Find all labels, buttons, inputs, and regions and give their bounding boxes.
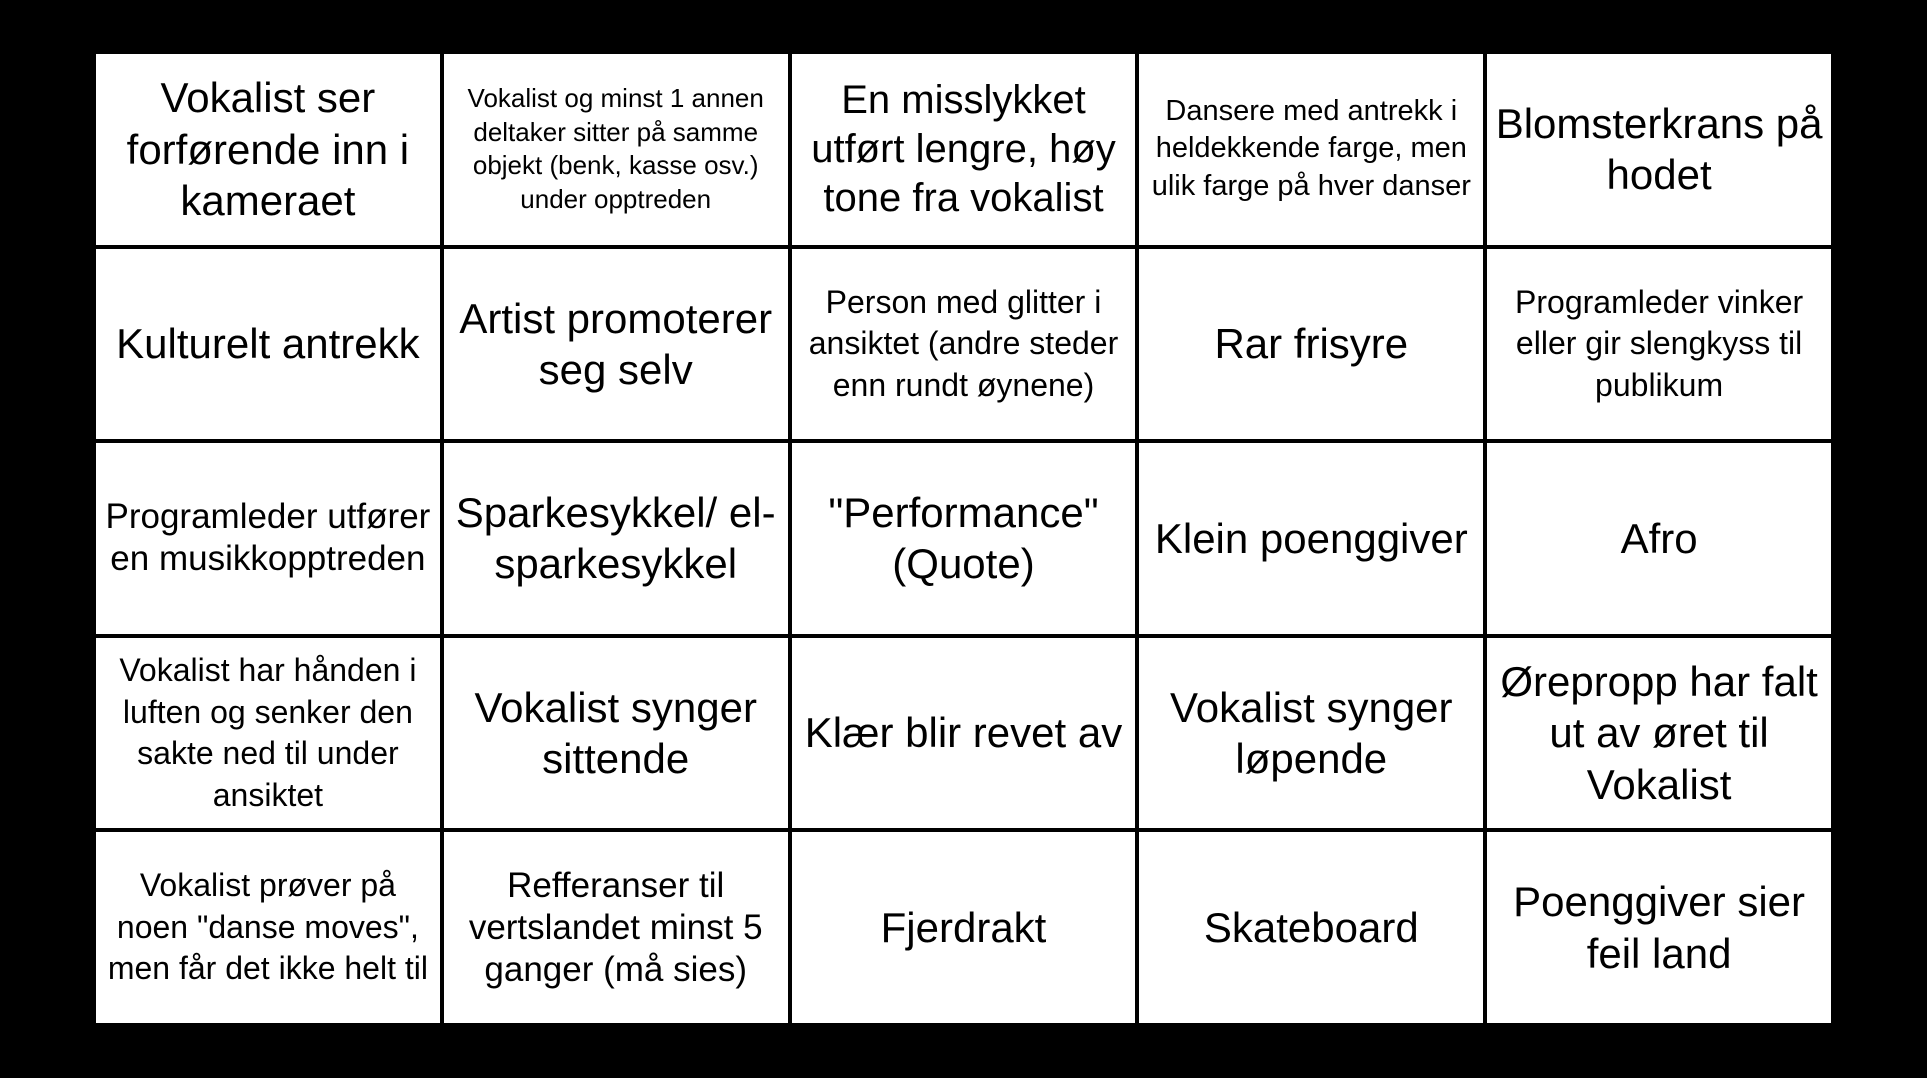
bingo-cell-text: Dansere med antrekk i heldekkende farge, men ulik farge på hver danser xyxy=(1151,94,1471,203)
bingo-cell-text: Programleder vinker eller gir slengkyss til publikum xyxy=(1515,283,1804,403)
bingo-cell[interactable] xyxy=(1487,832,1831,1023)
bingo-cell[interactable] xyxy=(792,638,1136,829)
bingo-cell-text: Vokalist prøver på noen "danse moves", men får det ikke helt til xyxy=(107,867,428,987)
bingo-cell[interactable] xyxy=(444,638,788,829)
bingo-cell-text: Fjerdrakt xyxy=(880,904,1047,952)
bingo-cell[interactable] xyxy=(96,54,440,245)
bingo-cell[interactable] xyxy=(1487,54,1831,245)
bingo-cell[interactable] xyxy=(1139,54,1483,245)
bingo-cell-text: Vokalist synger løpende xyxy=(1170,683,1453,783)
bingo-cell[interactable] xyxy=(444,54,788,245)
bingo-cell-text: Vokalist har hånden i luften og senker den sakte ned til under ansiktet xyxy=(119,651,417,813)
bingo-cell[interactable] xyxy=(1487,443,1831,634)
bingo-cell[interactable] xyxy=(792,249,1136,440)
bingo-cell-text: Artist promoterer seg selv xyxy=(459,294,773,393)
bingo-cell-text: Programleder utfører en musikkopptreden xyxy=(105,497,431,579)
bingo-cell[interactable] xyxy=(96,638,440,829)
bingo-cell-text: Vokalist ser forførende inn i kameraet xyxy=(126,74,410,224)
bingo-cell[interactable] xyxy=(96,249,440,440)
bingo-cell-text: Skateboard xyxy=(1203,904,1419,952)
bingo-cell[interactable] xyxy=(1487,249,1831,440)
bingo-cell-text: Klein poenggiver xyxy=(1154,514,1468,562)
bingo-cell-text: Rar frisyre xyxy=(1214,320,1409,368)
bingo-cell[interactable] xyxy=(1139,638,1483,829)
bingo-cell[interactable] xyxy=(444,832,788,1023)
bingo-cell-text: Person med glitter i ansiktet (andre steder enn rundt øynene) xyxy=(808,283,1119,403)
bingo-cell-text: Blomsterkrans på hodet xyxy=(1495,100,1823,199)
bingo-cell[interactable] xyxy=(1139,249,1483,440)
bingo-cell-text: Afro xyxy=(1620,514,1698,562)
bingo-board xyxy=(96,54,1831,1023)
bingo-cell-text: Sparkesykkel/ el-sparkesykkel xyxy=(455,489,776,588)
bingo-cell-text: Klær blir revet av xyxy=(804,709,1123,757)
bingo-cell-text: "Performance" (Quote) xyxy=(828,489,1099,588)
bingo-cell[interactable] xyxy=(444,443,788,634)
bingo-cell-text: Vokalist synger sittende xyxy=(474,683,757,783)
bingo-cell-text: Poenggiver sier feil land xyxy=(1513,878,1805,977)
bingo-cell-text: Refferanser til vertslandet minst 5 ganger (må sies) xyxy=(468,865,763,989)
bingo-cell-text: Ørepropp har falt ut av øret til Vokalist xyxy=(1500,658,1818,808)
bingo-cell[interactable] xyxy=(444,249,788,440)
bingo-cell[interactable] xyxy=(792,54,1136,245)
bingo-cell[interactable] xyxy=(96,443,440,634)
bingo-cell[interactable] xyxy=(792,832,1136,1023)
bingo-cell[interactable] xyxy=(792,443,1136,634)
bingo-cell[interactable] xyxy=(1487,638,1831,829)
bingo-cell-text: Vokalist og minst 1 annen deltaker sitter på samme objekt (benk, kasse osv.) under opptreden xyxy=(467,82,764,215)
bingo-cell-text: En misslykket utført lengre, høy tone fra vokalist xyxy=(811,78,1116,220)
bingo-cell[interactable] xyxy=(96,832,440,1023)
bingo-cell-text: Kulturelt antrekk xyxy=(116,320,420,368)
bingo-cell[interactable] xyxy=(1139,443,1483,634)
bingo-cell[interactable] xyxy=(1139,832,1483,1023)
